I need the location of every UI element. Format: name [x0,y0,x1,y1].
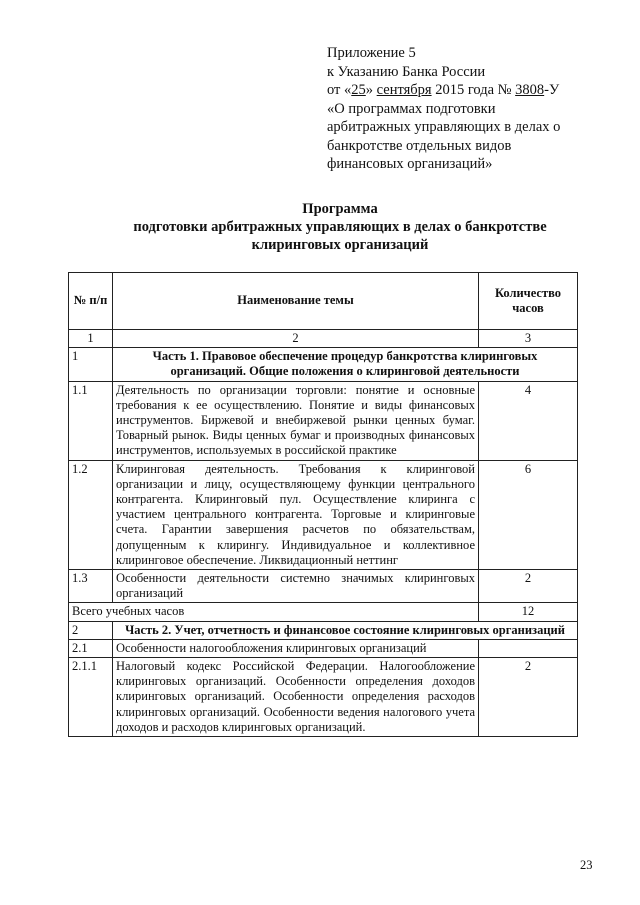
date-mid: » [365,82,374,98]
part2-row [69,621,578,639]
appendix-date-line [327,81,627,100]
total-label: Всего учебных часов [69,603,479,621]
row-topic: Особенности деятельности системно значимых клиринговых организаций [113,570,479,603]
table-header-row [69,273,578,330]
appendix-title-line2: арбитражных управляющих в делах о [327,119,561,135]
row-topic: Деятельность по организации торговли: понятие и основные требования к ее осуществлению. Понятие и виды финансовых инструментов. Биржевой и внебиржевой рынки ценных бумаг. Товарный рынок. Виды ценных бумаг и производных финансовых инструментов, используемых в российской практике [113,381,479,460]
column-number-row [69,330,578,348]
appendix-reference: к Указанию Банка России [327,63,486,80]
appendix-number: Приложение 5 [327,45,416,61]
part2-num: 2 [69,621,113,639]
date-month: сентября [376,82,432,98]
table-row [69,381,578,460]
row-num: 1.2 [69,460,113,569]
row-topic: Особенности налогообложения клиринговых организаций [113,639,479,657]
part2-title: Часть 2. Учет, отчетность и финансовое состояние клиринговых организаций [113,621,578,639]
header-num: № п/п [69,273,113,330]
program-table [68,272,578,737]
row-hours [479,639,578,657]
total-row [69,603,578,621]
row-hours: 6 [479,460,578,569]
date-day: 25 [351,82,366,98]
program-subtitle-line1: подготовки арбитражных управляющих в делах о банкротстве [133,219,547,235]
table-row [69,570,578,603]
appendix-title-line1: «О программах подготовки [327,100,496,117]
appendix-block [327,44,627,174]
page-number: 23 [580,858,593,872]
row-hours: 2 [479,658,578,737]
table-row [69,658,578,737]
column-number-3: 3 [479,330,578,348]
row-topic: Налоговый кодекс Российской Федерации. Налогообложение клиринговых организаций. Особенности определения доходов клиринговых организаций. Особенности определения расходов клиринговых организаций. Особенности ведения налогового учета доходов и расходов клиринговых организаций. [113,658,479,737]
document-suffix: -У [544,82,560,98]
header-name: Наименование темы [113,273,479,330]
program-heading [60,200,620,254]
appendix-title-line4: финансовых организаций» [327,156,493,172]
row-hours: 4 [479,381,578,460]
part1-row [69,348,578,381]
date-prefix: от « [327,82,352,98]
document-number: 3808 [515,82,545,98]
row-num: 1.3 [69,570,113,603]
appendix-title-line3: банкротстве отдельных видов [327,137,512,154]
part1-num: 1 [69,348,113,381]
header-hours: Количество часов [479,273,578,330]
table-row [69,460,578,569]
row-num: 1.1 [69,381,113,460]
row-topic: Клиринговая деятельность. Требования к клиринговой организации и лицу, осуществляющему функции центрального контрагента. Клиринговый пул. Осуществление клиринга с участием центрального контрагента. Торговые и клиринговые счета. Гарантии завершения расчетов по обязательствам, допущенным к клирингу. Индивидуальное и коллективное клиринговое обеспечение. Ликвидационный неттинг [113,460,479,569]
column-number-1: 1 [69,330,113,348]
total-hours: 12 [479,603,578,621]
row-num: 2.1.1 [69,658,113,737]
table-row [69,639,578,657]
row-num: 2.1 [69,639,113,657]
column-number-2: 2 [113,330,479,348]
program-title: Программа [302,201,378,217]
program-subtitle-line2: клиринговых организаций [251,237,429,253]
date-year: 2015 года № [431,82,516,98]
row-hours: 2 [479,570,578,603]
part1-title: Часть 1. Правовое обеспечение процедур банкротства клиринговых организаций. Общие положения о клиринговой деятельности [113,348,578,381]
